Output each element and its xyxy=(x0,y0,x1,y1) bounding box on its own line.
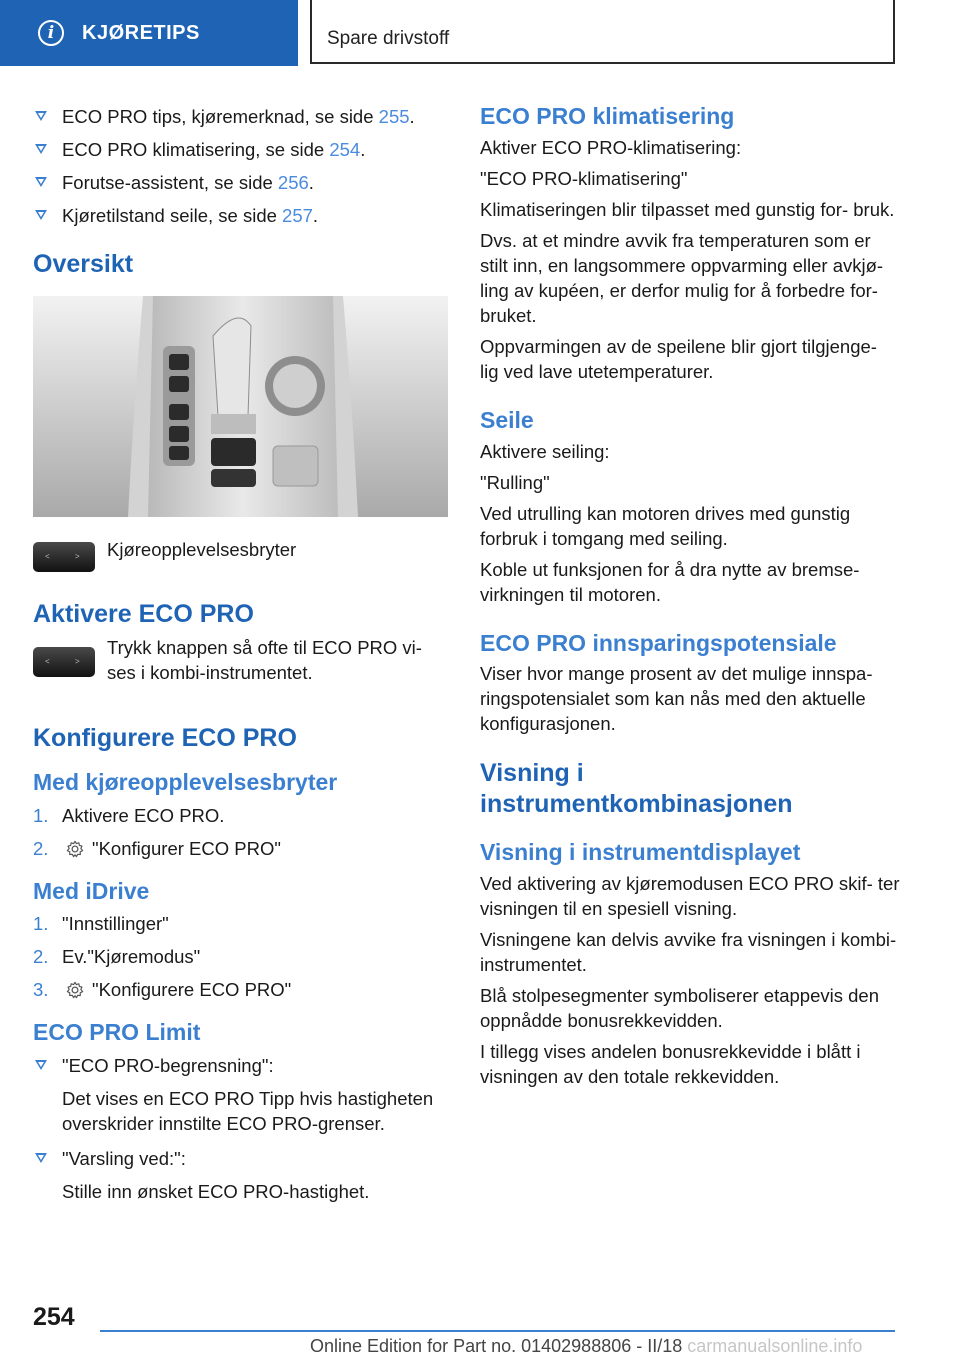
limit-text: Stille inn ønsket ECO PRO-hastighet. xyxy=(62,1181,370,1202)
step-item xyxy=(33,977,448,1002)
reference-list xyxy=(33,104,448,228)
aktivere-text: Trykk knappen så ofte til ECO PRO vi‐ ses i kombi-instrumentet. xyxy=(107,636,422,683)
step-number: 1. xyxy=(33,804,49,826)
limit-item xyxy=(33,1053,448,1136)
oversikt-heading: Oversikt xyxy=(33,250,134,278)
reference-item xyxy=(33,137,448,162)
watermark: carmanualsonline.info xyxy=(687,1336,863,1356)
limit-label-row xyxy=(33,1146,448,1171)
step-text: "Innstillinger" xyxy=(62,913,169,935)
step-item xyxy=(33,803,448,828)
right-column xyxy=(480,100,900,1089)
display-p3: Blå stolpesegmenter symboliserer etappevis den oppnådde bonusrekkevidden. xyxy=(480,985,879,1031)
innsp-heading: ECO PRO innsparingspotensiale xyxy=(480,629,837,656)
bullet-triangle-icon xyxy=(35,111,47,121)
limit-heading: ECO PRO Limit xyxy=(33,1019,201,1046)
med-bryter-heading: Med kjøreopplevelsesbryter xyxy=(33,768,338,795)
limit-label: "Varsling ved:": xyxy=(62,1148,186,1169)
section-tab xyxy=(0,0,298,66)
console-illustration xyxy=(33,296,448,517)
innsp-p1: Viser hvor mange prosent av det mulige innspa‐ ringspotensialet som kan nås med den aktuelle konfigurasjonen. xyxy=(480,663,873,735)
konfig-heading: Konfigurere ECO PRO xyxy=(33,723,297,752)
switch-caption: Kjøreopplevelsesbryter xyxy=(107,539,297,561)
step-item xyxy=(33,944,448,969)
page-number: 254 xyxy=(33,1303,75,1331)
klima-p1: Aktiver ECO PRO-klimatisering: xyxy=(480,136,742,158)
bullet-triangle-icon xyxy=(35,210,47,220)
section-tab-label: KJØRETIPS xyxy=(82,21,200,44)
klima-p5: Oppvarmingen av de speilene blir gjort tilgjenge‐ lig ved lave utetemperaturer. xyxy=(480,335,877,382)
reference-item xyxy=(33,170,448,195)
limit-label-row xyxy=(33,1053,448,1078)
display-p2: Visningene kan delvis avvike fra visningen i kombi-instrumentet. xyxy=(480,929,897,975)
step-number: 2. xyxy=(33,946,49,968)
info-icon: i xyxy=(38,20,64,46)
seile-p4: Koble ut funksjonen for å dra nytte av bremse‐ virkningen til motoren. xyxy=(480,558,860,605)
aktivere-row xyxy=(33,635,448,695)
klima-p3: Klimatiseringen blir tilpasset med gunstig for‐ bruk. xyxy=(480,198,895,220)
reference-end: . xyxy=(308,172,314,193)
settings-gear-icon xyxy=(66,981,84,999)
reference-text: ECO PRO tips, kjøremerknad, se side xyxy=(62,106,379,127)
bullet-triangle-icon xyxy=(35,177,47,187)
seile-heading: Seile xyxy=(480,406,534,433)
seile-p3: Ved utrulling kan motoren drives med gunstig forbruk i tomgang med seiling. xyxy=(480,502,851,549)
reference-end: . xyxy=(312,205,319,226)
reference-text: ECO PRO klimatisering, se side xyxy=(62,139,330,160)
step-item xyxy=(33,836,448,861)
limit-label: "ECO PRO-begrensning": xyxy=(62,1055,274,1076)
chapter-title: Spare drivstoff xyxy=(327,28,450,49)
driving-experience-switch-icon: < > xyxy=(33,542,95,572)
klima-heading: ECO PRO klimatisering xyxy=(480,103,735,129)
med-bryter-steps xyxy=(33,803,448,861)
reference-text: Kjøretilstand seile, se side xyxy=(62,205,283,226)
settings-gear-icon xyxy=(66,840,84,858)
display-p1: Ved aktivering av kjøremodusen ECO PRO skif‐ ter visningen til en spesiell visning. xyxy=(480,873,900,919)
chapter-box xyxy=(310,0,895,64)
step-text: "Konfigurere ECO PRO" xyxy=(92,979,292,1001)
idrive-steps xyxy=(33,911,448,1002)
edition-text: Online Edition for Part no. 01402988806 - II/18 xyxy=(310,1336,683,1356)
idrive-heading: Med iDrive xyxy=(33,877,150,904)
reference-item xyxy=(33,104,448,129)
page-link[interactable]: 254 xyxy=(329,139,361,160)
page-link[interactable]: 257 xyxy=(282,205,313,226)
footer-edition-line xyxy=(310,1336,862,1357)
reference-end: . xyxy=(409,106,415,127)
step-number: 3. xyxy=(33,979,49,1001)
page-link[interactable]: 255 xyxy=(378,106,410,127)
step-text: "Konfigurer ECO PRO" xyxy=(92,837,281,859)
limit-text: Det vises en ECO PRO Tipp hvis hastigheten overskrider innstilte ECO PRO-grenser. xyxy=(62,1088,434,1134)
seile-p2: "Rulling" xyxy=(480,471,550,493)
visning-heading: Visning i instrumentkombinasjonen xyxy=(480,759,793,819)
step-text: Ev."Kjøremodus" xyxy=(62,946,201,968)
page-link[interactable]: 256 xyxy=(277,172,309,193)
driving-experience-switch-icon-2: < > xyxy=(33,647,95,677)
page-header xyxy=(0,0,960,66)
display-p4: I tillegg vises andelen bonusrekkevidde i blått i visningen av den totale rekkevidden. xyxy=(480,1041,861,1087)
bullet-triangle-icon xyxy=(35,144,47,154)
aktivere-heading: Aktivere ECO PRO xyxy=(33,600,254,629)
limit-item xyxy=(33,1146,448,1204)
step-text: Aktivere ECO PRO. xyxy=(62,804,225,826)
center-console-photo xyxy=(33,296,448,517)
reference-end: . xyxy=(360,139,366,160)
step-number: 1. xyxy=(33,913,49,935)
klima-p2: "ECO PRO-klimatisering" xyxy=(480,167,688,189)
bullet-triangle-icon xyxy=(35,1060,47,1070)
footer-divider xyxy=(100,1330,895,1332)
step-number: 2. xyxy=(33,837,49,859)
seile-p1: Aktivere seiling: xyxy=(480,440,610,462)
display-heading: Visning i instrumentdisplayet xyxy=(480,839,801,866)
left-column xyxy=(33,100,448,1214)
switch-caption-row xyxy=(33,537,448,597)
klima-p4: Dvs. at et mindre avvik fra temperaturen som er stilt inn, en langsommere oppvarming eller avkjø‐ ling av kupéen, er derfor mulig for å forbedre for‐ bruket. xyxy=(480,229,884,326)
step-item xyxy=(33,911,448,936)
bullet-triangle-icon xyxy=(35,1153,47,1163)
limit-list xyxy=(33,1053,448,1204)
reference-item xyxy=(33,203,448,228)
reference-text: Forutse-assistent, se side xyxy=(62,172,278,193)
